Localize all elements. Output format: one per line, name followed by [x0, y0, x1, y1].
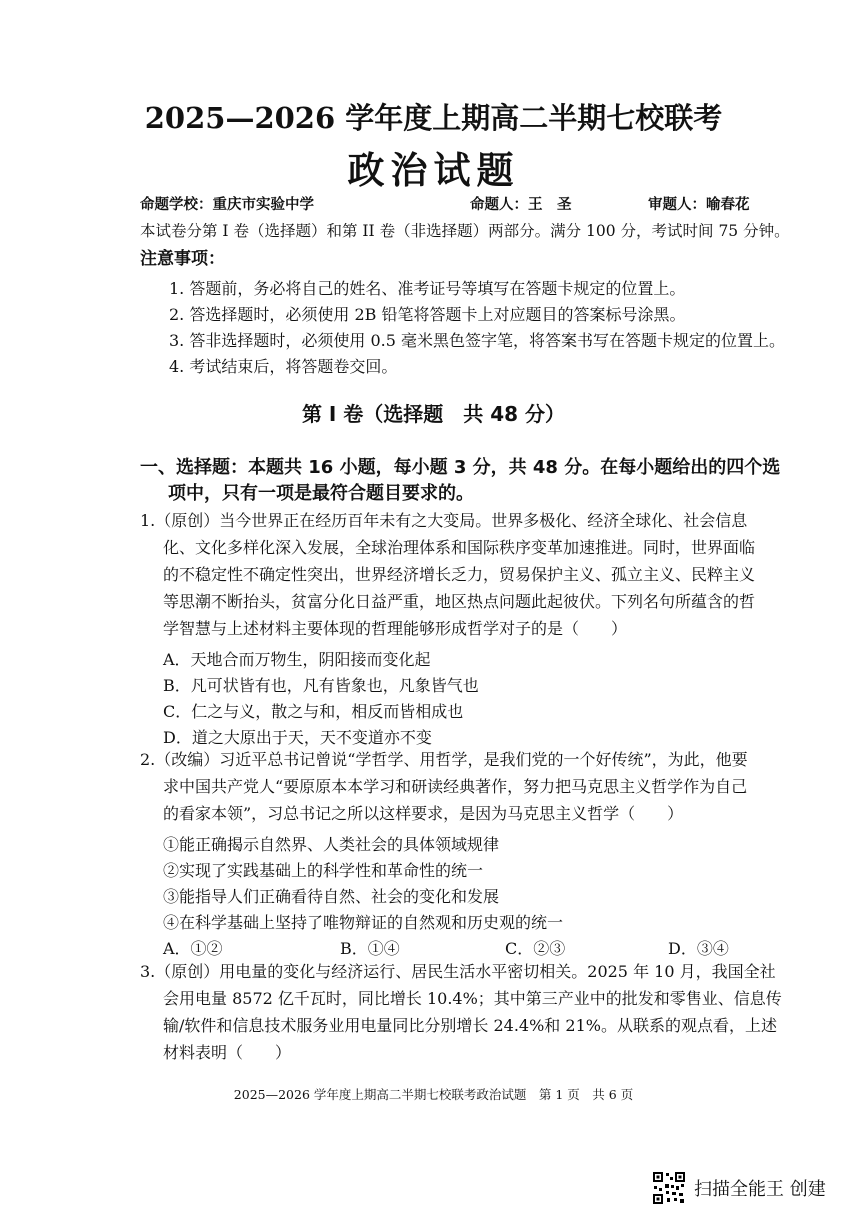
- answer-option: A．天地合而万物生，阴阳接而变化起: [163, 650, 431, 669]
- section-heading: 第 I 卷（选择题 共 48 分）: [301, 402, 566, 426]
- answer-option: D．道之大原出于天，天不变道亦不变: [163, 728, 432, 747]
- notice-item: 2. 答选择题时，必须使用 2B 铅笔将答题卡上对应题目的答案标号涂黑。: [169, 305, 686, 324]
- qr-code-icon: [652, 1171, 686, 1205]
- question-text: 输/软件和信息技术服务业用电量同比分别增长 24.4%和 21%。从联系的观点看，上述: [163, 1016, 777, 1035]
- notice-item: 4. 考试结束后，将答题卷交回。: [169, 357, 398, 376]
- page-footer: 2025—2026 学年度上期高二半期七校联考政治试题 第 1 页 共 6 页: [233, 1087, 634, 1102]
- statement-item: ③能指导人们正确看待自然、社会的变化和发展: [163, 887, 500, 906]
- answer-option: C．②③: [505, 939, 566, 958]
- question-text: 学智慧与上述材料主要体现的哲理能够形成哲学对子的是（ ）: [163, 619, 628, 638]
- author-info: 命题人：王 圣: [470, 196, 572, 213]
- scanner-watermark: [652, 1171, 826, 1205]
- answer-option: A．①②: [163, 939, 223, 958]
- subject-title: 政治试题: [347, 148, 520, 192]
- watermark-text: 扫描全能王 创建: [694, 1179, 826, 1200]
- statement-item: ①能正确揭示自然界、人类社会的具体领域规律: [163, 835, 500, 854]
- notice-item: 3. 答非选择题时，必须使用 0.5 毫米黑色签字笔，将答案书写在答题卡规定的位置上。: [169, 331, 785, 350]
- school-info: 命题学校：重庆市实验中学: [140, 196, 314, 213]
- question-text: 会用电量 8572 亿千瓦时，同比增长 10.4%；其中第三产业中的批发和零售业、信息传: [163, 989, 782, 1008]
- answer-option: B．凡可状皆有也，凡有皆象也，凡象皆气也: [163, 676, 479, 695]
- question-text: 材料表明（ ）: [163, 1043, 292, 1062]
- reviewer-info: 审题人：喻春花: [648, 196, 750, 213]
- notice-item: 1. 答题前，务必将自己的姓名、准考证号等填写在答题卡规定的位置上。: [169, 279, 686, 298]
- question-text: 化、文化多样化深入发展，全球治理体系和国际秩序变革加速推进。同时，世界面临: [163, 538, 756, 557]
- section-instruction: 项中，只有一项是最符合题目要求的。: [168, 483, 474, 504]
- answer-option: C．仁之与义，散之与和，相反而皆相成也: [163, 702, 464, 721]
- exam-intro: 本试卷分第 I 卷（选择题）和第 II 卷（非选择题）两部分。满分 100 分，考试时间 75 分钟。: [140, 222, 790, 240]
- statement-item: ④在科学基础上坚持了唯物辩证的自然观和历史观的统一: [163, 913, 564, 932]
- question-text: 1.（原创）当今世界正在经历百年未有之大变局。世界多极化、经济全球化、社会信息: [140, 511, 748, 530]
- exam-title: 2025—2026 学年度上期高二半期七校联考: [144, 101, 723, 135]
- section-instruction: 一、选择题：本题共 16 小题，每小题 3 分，共 48 分。在每小题给出的四个选: [140, 457, 781, 478]
- answer-option: D．③④: [668, 939, 729, 958]
- notice-heading: 注意事项：: [140, 249, 225, 269]
- statement-item: ②实现了实践基础上的科学性和革命性的统一: [163, 861, 484, 880]
- answer-option: B．①④: [340, 939, 400, 958]
- question-text: 的不稳定性不确定性突出，世界经济增长乏力，贸易保护主义、孤立主义、民粹主义: [163, 565, 756, 584]
- question-text: 等思潮不断抬头，贫富分化日益严重，地区热点问题此起彼伏。下列名句所蕴含的哲: [163, 592, 756, 611]
- question-text: 2.（改编）习近平总书记曾说“学哲学、用哲学，是我们党的一个好传统”，为此，他要: [140, 750, 748, 769]
- question-text: 求中国共产党人“要原原本本学习和研读经典著作，努力把马克思主义哲学作为自己: [163, 777, 748, 796]
- question-text: 3.（原创）用电量的变化与经济运行、居民生活水平密切相关。2025 年 10 月，我国全社: [140, 962, 776, 981]
- question-text: 的看家本领”，习总书记之所以这样要求，是因为马克思主义哲学（ ）: [163, 804, 684, 823]
